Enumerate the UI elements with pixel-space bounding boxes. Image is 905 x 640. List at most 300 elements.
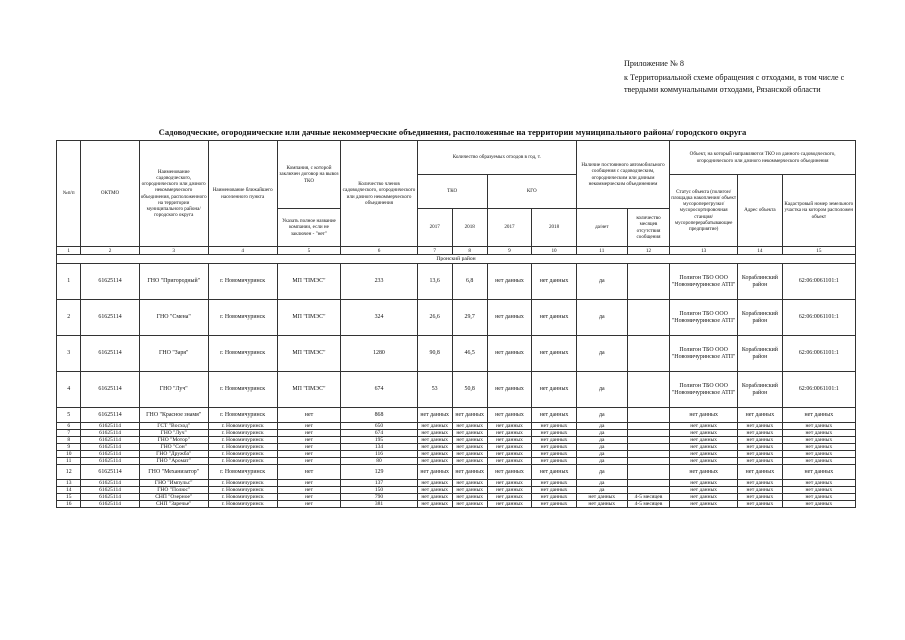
cell-oktmo: 61625114 bbox=[81, 264, 139, 300]
cell-kgo-2017: нет данных bbox=[487, 494, 532, 501]
cell-tko-2017: нет данных bbox=[417, 423, 452, 430]
cell-kgo-2017: нет данных bbox=[487, 465, 532, 480]
cell-tko-2018: нет данных bbox=[452, 444, 487, 451]
cell-members: 80 bbox=[341, 458, 417, 465]
cell-oktmo: 61625114 bbox=[81, 372, 139, 408]
cell-members: 868 bbox=[341, 408, 417, 423]
cell-num: 3 bbox=[57, 336, 81, 372]
cell-name: ГНО "Полюс" bbox=[139, 487, 208, 494]
cell-company: нет bbox=[277, 480, 341, 487]
cell-num: 5 bbox=[57, 408, 81, 423]
cell-company: нет bbox=[277, 444, 341, 451]
cell-kgo-2018: нет данных bbox=[532, 501, 577, 508]
cell-cadastral: нет данных bbox=[782, 465, 855, 480]
cell-months bbox=[627, 430, 669, 437]
cell-oktmo: 61625114 bbox=[81, 451, 139, 458]
cell-town: г. Новомичуринск bbox=[208, 430, 277, 437]
cell-months bbox=[627, 458, 669, 465]
cell-object-address: нет данных bbox=[738, 423, 783, 430]
cell-tko-2017: нет данных bbox=[417, 451, 452, 458]
cell-auto: да bbox=[576, 300, 627, 336]
cell-kgo-2017: нет данных bbox=[487, 458, 532, 465]
header-waste-group: Количество образуемых отходов в год, т. bbox=[417, 141, 576, 175]
cell-auto: да bbox=[576, 437, 627, 444]
cell-kgo-2018: нет данных bbox=[532, 264, 577, 300]
cell-tko-2017: нет данных bbox=[417, 408, 452, 423]
cell-cadastral: нет данных bbox=[782, 444, 855, 451]
cell-auto: да bbox=[576, 372, 627, 408]
cell-num: 15 bbox=[57, 494, 81, 501]
cell-auto: нет данных bbox=[576, 501, 627, 508]
cell-tko-2017: нет данных bbox=[417, 480, 452, 487]
cell-oktmo: 61625114 bbox=[81, 494, 139, 501]
cell-object-address: нет данных bbox=[738, 487, 783, 494]
cell-num: 12 bbox=[57, 465, 81, 480]
cell-object-status: Полигон ТБО ООО "Новомичуринское АТП" bbox=[670, 336, 738, 372]
cell-cadastral: 62:06:0061101:1 bbox=[782, 264, 855, 300]
organizations-table bbox=[56, 140, 856, 508]
cell-months bbox=[627, 336, 669, 372]
cell-num: 11 bbox=[57, 458, 81, 465]
cell-object-status: Полигон ТБО ООО "Новомичуринское АТП" bbox=[670, 300, 738, 336]
cell-tko-2017: нет данных bbox=[417, 430, 452, 437]
cell-num: 1 bbox=[57, 264, 81, 300]
cell-cadastral: нет данных bbox=[782, 458, 855, 465]
cell-name: ГНО "Импульс" bbox=[139, 480, 208, 487]
column-number: 4 bbox=[208, 247, 277, 255]
table-row bbox=[57, 264, 856, 300]
cell-oktmo: 61625114 bbox=[81, 336, 139, 372]
cell-cadastral: 62:06:0061101:1 bbox=[782, 372, 855, 408]
cell-name: ГНО "Луч" bbox=[139, 372, 208, 408]
cell-kgo-2018: нет данных bbox=[532, 430, 577, 437]
section-row bbox=[57, 255, 856, 264]
header-oktmo: ОКТМО bbox=[81, 141, 139, 247]
cell-object-status: нет данных bbox=[670, 494, 738, 501]
cell-object-status: нет данных bbox=[670, 451, 738, 458]
cell-tko-2018: 29,7 bbox=[452, 300, 487, 336]
column-number: 1 bbox=[57, 247, 81, 255]
cell-num: 10 bbox=[57, 451, 81, 458]
cell-object-address: нет данных bbox=[738, 444, 783, 451]
table-row bbox=[57, 423, 856, 430]
cell-months: 4-5 месяцев bbox=[627, 494, 669, 501]
cell-town: г. Новомичуринск bbox=[208, 501, 277, 508]
cell-kgo-2018: нет данных bbox=[532, 458, 577, 465]
cell-tko-2018: нет данных bbox=[452, 423, 487, 430]
cell-object-address: нет данных bbox=[738, 430, 783, 437]
cell-tko-2018: нет данных bbox=[452, 480, 487, 487]
cell-object-address: нет данных bbox=[738, 451, 783, 458]
cell-members: 129 bbox=[341, 465, 417, 480]
header-members: Количество членов садоводческого, огороднического или дачного некоммерческого объединения bbox=[341, 141, 417, 247]
cell-members: 233 bbox=[341, 264, 417, 300]
column-number: 3 bbox=[139, 247, 208, 255]
table-row bbox=[57, 300, 856, 336]
cell-members: 150 bbox=[341, 487, 417, 494]
cell-town: г. Новомичуринск bbox=[208, 444, 277, 451]
header-tko-2018: 2018 bbox=[452, 209, 487, 247]
cell-tko-2018: нет данных bbox=[452, 501, 487, 508]
cell-oktmo: 61625114 bbox=[81, 465, 139, 480]
table-row bbox=[57, 494, 856, 501]
column-number: 7 bbox=[417, 247, 452, 255]
cell-months bbox=[627, 372, 669, 408]
cell-kgo-2017: нет данных bbox=[487, 437, 532, 444]
cell-months bbox=[627, 264, 669, 300]
cell-company: нет bbox=[277, 465, 341, 480]
cell-company: нет bbox=[277, 487, 341, 494]
cell-oktmo: 61625114 bbox=[81, 300, 139, 336]
cell-tko-2017: нет данных bbox=[417, 487, 452, 494]
header-auto-months: количество месяцев отсутствия сообщения bbox=[627, 209, 669, 247]
cell-num: 6 bbox=[57, 423, 81, 430]
cell-auto: да bbox=[576, 264, 627, 300]
cell-tko-2018: нет данных bbox=[452, 465, 487, 480]
cell-object-status: нет данных bbox=[670, 501, 738, 508]
cell-name: ГНО "Заря" bbox=[139, 336, 208, 372]
cell-tko-2017: нет данных bbox=[417, 437, 452, 444]
cell-town: г. Новомичуринск bbox=[208, 465, 277, 480]
header-cadastral: Кадастровый номер земельного участка на котором расположен объект bbox=[782, 175, 855, 247]
appendix-note bbox=[624, 58, 874, 96]
header-kgo-2018: 2018 bbox=[532, 209, 577, 247]
cell-kgo-2017: нет данных bbox=[487, 444, 532, 451]
cell-name: ГНО "Сон" bbox=[139, 444, 208, 451]
section-label: Пронский район bbox=[57, 255, 856, 264]
cell-auto: да bbox=[576, 408, 627, 423]
cell-object-address: нет данных bbox=[738, 465, 783, 480]
cell-object-status: нет данных bbox=[670, 465, 738, 480]
cell-auto: да bbox=[576, 465, 627, 480]
cell-object-status: Полигон ТБО ООО "Новомичуринское АТП" bbox=[670, 372, 738, 408]
cell-tko-2017: нет данных bbox=[417, 465, 452, 480]
cell-months bbox=[627, 451, 669, 458]
column-number: 13 bbox=[670, 247, 738, 255]
cell-object-address: нет данных bbox=[738, 494, 783, 501]
cell-months bbox=[627, 423, 669, 430]
table-row bbox=[57, 437, 856, 444]
appendix-number: Приложение № 8 bbox=[624, 59, 684, 68]
cell-tko-2018: 6,8 bbox=[452, 264, 487, 300]
cell-oktmo: 61625114 bbox=[81, 487, 139, 494]
cell-town: г. Новомичуринск bbox=[208, 451, 277, 458]
cell-name: СНП "Озерное" bbox=[139, 494, 208, 501]
column-number: 14 bbox=[738, 247, 783, 255]
cell-town: г. Новомичуринск bbox=[208, 336, 277, 372]
cell-object-address: Кораблинский район bbox=[738, 264, 783, 300]
cell-object-status: нет данных bbox=[670, 444, 738, 451]
cell-num: 13 bbox=[57, 480, 81, 487]
table-header bbox=[57, 141, 856, 255]
header-auto: Наличие постоянного автомобильного сообщения с садоводческим, огородническим или дачным некоммерческим объединением bbox=[576, 141, 669, 209]
cell-members: 650 bbox=[341, 423, 417, 430]
cell-town: г. Новомичуринск bbox=[208, 458, 277, 465]
header-kgo-2017: 2017 bbox=[487, 209, 532, 247]
cell-company: нет bbox=[277, 408, 341, 423]
cell-num: 14 bbox=[57, 487, 81, 494]
cell-cadastral: нет данных bbox=[782, 408, 855, 423]
cell-months bbox=[627, 444, 669, 451]
cell-cadastral: нет данных bbox=[782, 437, 855, 444]
header-tko-2017: 2017 bbox=[417, 209, 452, 247]
cell-kgo-2017: нет данных bbox=[487, 487, 532, 494]
cell-num: 4 bbox=[57, 372, 81, 408]
cell-company: нет bbox=[277, 501, 341, 508]
header-company-sub: Указать полное название компании, если не заключен - "нет" bbox=[277, 209, 341, 247]
cell-tko-2017: нет данных bbox=[417, 458, 452, 465]
cell-object-address: Кораблинский район bbox=[738, 336, 783, 372]
cell-members: 790 bbox=[341, 494, 417, 501]
header-auto-yesno: да/нет bbox=[576, 209, 627, 247]
cell-cadastral: нет данных bbox=[782, 501, 855, 508]
cell-kgo-2017: нет данных bbox=[487, 423, 532, 430]
cell-name: ГНО "Луч" bbox=[139, 430, 208, 437]
cell-object-status: нет данных bbox=[670, 430, 738, 437]
cell-company: МП "ПМЭС" bbox=[277, 264, 341, 300]
cell-tko-2017: нет данных bbox=[417, 494, 452, 501]
cell-company: нет bbox=[277, 423, 341, 430]
cell-oktmo: 61625114 bbox=[81, 458, 139, 465]
column-number-row bbox=[57, 247, 856, 255]
table-row bbox=[57, 501, 856, 508]
header-object-group: Объект, на который направляются ТКО из данного садоводческого, огороднического или дачного некоммерческого объединения bbox=[670, 141, 856, 175]
appendix-text: к Территориальной схеме обращения с отходами, в том числе с твердыми коммунальными отходами, Рязанской области bbox=[624, 73, 845, 94]
column-number: 6 bbox=[341, 247, 417, 255]
cell-tko-2018: нет данных bbox=[452, 487, 487, 494]
cell-kgo-2018: нет данных bbox=[532, 423, 577, 430]
cell-kgo-2018: нет данных bbox=[532, 480, 577, 487]
cell-cadastral: нет данных bbox=[782, 451, 855, 458]
column-number: 15 bbox=[782, 247, 855, 255]
cell-company: МП "ПМЭС" bbox=[277, 336, 341, 372]
cell-months bbox=[627, 437, 669, 444]
cell-town: г. Новомичуринск bbox=[208, 437, 277, 444]
cell-num: 16 bbox=[57, 501, 81, 508]
cell-kgo-2018: нет данных bbox=[532, 336, 577, 372]
cell-kgo-2017: нет данных bbox=[487, 300, 532, 336]
cell-object-status: нет данных bbox=[670, 437, 738, 444]
cell-kgo-2018: нет данных bbox=[532, 487, 577, 494]
cell-object-address: Кораблинский район bbox=[738, 300, 783, 336]
table-row bbox=[57, 465, 856, 480]
cell-object-status: нет данных bbox=[670, 458, 738, 465]
cell-tko-2018: нет данных bbox=[452, 437, 487, 444]
column-number: 2 bbox=[81, 247, 139, 255]
cell-num: 7 bbox=[57, 430, 81, 437]
cell-cadastral: нет данных bbox=[782, 430, 855, 437]
cell-tko-2017: нет данных bbox=[417, 501, 452, 508]
cell-num: 8 bbox=[57, 437, 81, 444]
cell-object-address: нет данных bbox=[738, 458, 783, 465]
table-row bbox=[57, 451, 856, 458]
cell-company: нет bbox=[277, 458, 341, 465]
cell-kgo-2018: нет данных bbox=[532, 451, 577, 458]
cell-months bbox=[627, 408, 669, 423]
cell-cadastral: 62:06:0061101:1 bbox=[782, 300, 855, 336]
cell-tko-2018: 46,5 bbox=[452, 336, 487, 372]
cell-auto: да bbox=[576, 444, 627, 451]
cell-months: 4-5 месяцев bbox=[627, 501, 669, 508]
cell-oktmo: 61625114 bbox=[81, 430, 139, 437]
table-row bbox=[57, 372, 856, 408]
cell-town: г. Новомичуринск bbox=[208, 480, 277, 487]
cell-tko-2018: нет данных bbox=[452, 494, 487, 501]
table-row bbox=[57, 430, 856, 437]
cell-kgo-2018: нет данных bbox=[532, 408, 577, 423]
cell-town: г. Новомичуринск bbox=[208, 264, 277, 300]
cell-members: 324 bbox=[341, 300, 417, 336]
cell-tko-2017: 26,6 bbox=[417, 300, 452, 336]
cell-name: СНП "Заречье" bbox=[139, 501, 208, 508]
cell-name: ГНО "Красное знамя" bbox=[139, 408, 208, 423]
cell-town: г. Новомичуринск bbox=[208, 408, 277, 423]
cell-kgo-2018: нет данных bbox=[532, 444, 577, 451]
cell-kgo-2017: нет данных bbox=[487, 264, 532, 300]
cell-kgo-2017: нет данных bbox=[487, 408, 532, 423]
cell-company: нет bbox=[277, 437, 341, 444]
column-number: 12 bbox=[627, 247, 669, 255]
cell-members: 674 bbox=[341, 430, 417, 437]
cell-object-status: нет данных bbox=[670, 408, 738, 423]
cell-town: г. Новомичуринск bbox=[208, 372, 277, 408]
cell-tko-2018: нет данных bbox=[452, 408, 487, 423]
column-number: 10 bbox=[532, 247, 577, 255]
header-tko: ТКО bbox=[417, 175, 487, 209]
cell-name: ГСТ "Восход" bbox=[139, 423, 208, 430]
column-number: 11 bbox=[576, 247, 627, 255]
header-num: №п/п bbox=[57, 141, 81, 247]
cell-auto: да bbox=[576, 451, 627, 458]
cell-name: ГНО "Пригородный" bbox=[139, 264, 208, 300]
header-name: Наименование садоводческого, огороднического или дачного некоммерческого объединения, расположенного на территории муниципального района/городского округа bbox=[139, 141, 208, 247]
cell-oktmo: 61625114 bbox=[81, 501, 139, 508]
column-number: 8 bbox=[452, 247, 487, 255]
cell-oktmo: 61625114 bbox=[81, 437, 139, 444]
cell-kgo-2018: нет данных bbox=[532, 372, 577, 408]
table-row bbox=[57, 487, 856, 494]
cell-company: нет bbox=[277, 494, 341, 501]
cell-kgo-2017: нет данных bbox=[487, 480, 532, 487]
table-row bbox=[57, 408, 856, 423]
cell-kgo-2017: нет данных bbox=[487, 372, 532, 408]
cell-object-status: Полигон ТБО ООО "Новомичуринское АТП" bbox=[670, 264, 738, 300]
cell-town: г. Новомичуринск bbox=[208, 494, 277, 501]
table-row bbox=[57, 480, 856, 487]
cell-cadastral: нет данных bbox=[782, 494, 855, 501]
cell-object-status: нет данных bbox=[670, 423, 738, 430]
cell-kgo-2018: нет данных bbox=[532, 494, 577, 501]
cell-months bbox=[627, 487, 669, 494]
cell-company: МП "ПМЭС" bbox=[277, 372, 341, 408]
cell-members: 116 bbox=[341, 451, 417, 458]
cell-kgo-2018: нет данных bbox=[532, 465, 577, 480]
cell-name: ГНО "Смена" bbox=[139, 300, 208, 336]
table-row bbox=[57, 336, 856, 372]
cell-months bbox=[627, 300, 669, 336]
cell-company: МП "ПМЭС" bbox=[277, 300, 341, 336]
cell-members: 134 bbox=[341, 444, 417, 451]
cell-tko-2018: 50,8 bbox=[452, 372, 487, 408]
cell-num: 2 bbox=[57, 300, 81, 336]
document-title: Садоводческие, огороднические или дачные некоммерческие объединения, расположенные на территории муниципального района/ городского округа bbox=[158, 127, 747, 137]
cell-object-address: нет данных bbox=[738, 480, 783, 487]
cell-auto: да bbox=[576, 487, 627, 494]
cell-auto: да bbox=[576, 430, 627, 437]
cell-cadastral: нет данных bbox=[782, 487, 855, 494]
cell-company: нет bbox=[277, 451, 341, 458]
cell-months bbox=[627, 465, 669, 480]
cell-cadastral: нет данных bbox=[782, 480, 855, 487]
cell-tko-2017: 13,6 bbox=[417, 264, 452, 300]
header-object-address: Адрес объекта bbox=[738, 175, 783, 247]
cell-tko-2017: 53 bbox=[417, 372, 452, 408]
cell-oktmo: 61625114 bbox=[81, 480, 139, 487]
cell-object-status: нет данных bbox=[670, 487, 738, 494]
cell-num: 9 bbox=[57, 444, 81, 451]
cell-company: нет bbox=[277, 430, 341, 437]
cell-object-address: нет данных bbox=[738, 501, 783, 508]
cell-town: г. Новомичуринск bbox=[208, 487, 277, 494]
cell-cadastral: 62:06:0061101:1 bbox=[782, 336, 855, 372]
cell-tko-2017: 90,8 bbox=[417, 336, 452, 372]
table-row bbox=[57, 444, 856, 451]
cell-town: г. Новомичуринск bbox=[208, 300, 277, 336]
header-company: Компания, с которой заключен договор на вывоз ТКО bbox=[277, 141, 341, 209]
cell-object-address: нет данных bbox=[738, 408, 783, 423]
cell-tko-2018: нет данных bbox=[452, 458, 487, 465]
cell-oktmo: 61625114 bbox=[81, 423, 139, 430]
cell-tko-2018: нет данных bbox=[452, 430, 487, 437]
cell-object-address: Кораблинский район bbox=[738, 372, 783, 408]
cell-town: г. Новомичуринск bbox=[208, 423, 277, 430]
cell-auto: да bbox=[576, 336, 627, 372]
cell-kgo-2017: нет данных bbox=[487, 336, 532, 372]
cell-members: 674 bbox=[341, 372, 417, 408]
cell-object-status: нет данных bbox=[670, 480, 738, 487]
cell-tko-2017: нет данных bbox=[417, 444, 452, 451]
table-body bbox=[57, 255, 856, 508]
cell-name: ГНО "Аромат" bbox=[139, 458, 208, 465]
cell-name: ГНО "Мотор" bbox=[139, 437, 208, 444]
cell-kgo-2017: нет данных bbox=[487, 430, 532, 437]
cell-tko-2018: нет данных bbox=[452, 451, 487, 458]
cell-members: 381 bbox=[341, 501, 417, 508]
cell-auto: да bbox=[576, 480, 627, 487]
cell-object-address: нет данных bbox=[738, 437, 783, 444]
cell-oktmo: 61625114 bbox=[81, 444, 139, 451]
cell-members: 1280 bbox=[341, 336, 417, 372]
cell-kgo-2018: нет данных bbox=[532, 300, 577, 336]
cell-oktmo: 61625114 bbox=[81, 408, 139, 423]
cell-months bbox=[627, 480, 669, 487]
header-settlement: Наименование ближайшего населенного пункта bbox=[208, 141, 277, 247]
cell-members: 195 bbox=[341, 437, 417, 444]
header-kgo: КГО bbox=[487, 175, 576, 209]
cell-auto: да bbox=[576, 423, 627, 430]
cell-kgo-2018: нет данных bbox=[532, 437, 577, 444]
table-row bbox=[57, 458, 856, 465]
column-number: 5 bbox=[277, 247, 341, 255]
cell-kgo-2017: нет данных bbox=[487, 501, 532, 508]
column-number: 9 bbox=[487, 247, 532, 255]
cell-kgo-2017: нет данных bbox=[487, 451, 532, 458]
cell-name: ГНО "Механизатор" bbox=[139, 465, 208, 480]
cell-cadastral: нет данных bbox=[782, 423, 855, 430]
cell-auto: да bbox=[576, 458, 627, 465]
cell-name: ГНО "Дружба" bbox=[139, 451, 208, 458]
cell-members: 137 bbox=[341, 480, 417, 487]
